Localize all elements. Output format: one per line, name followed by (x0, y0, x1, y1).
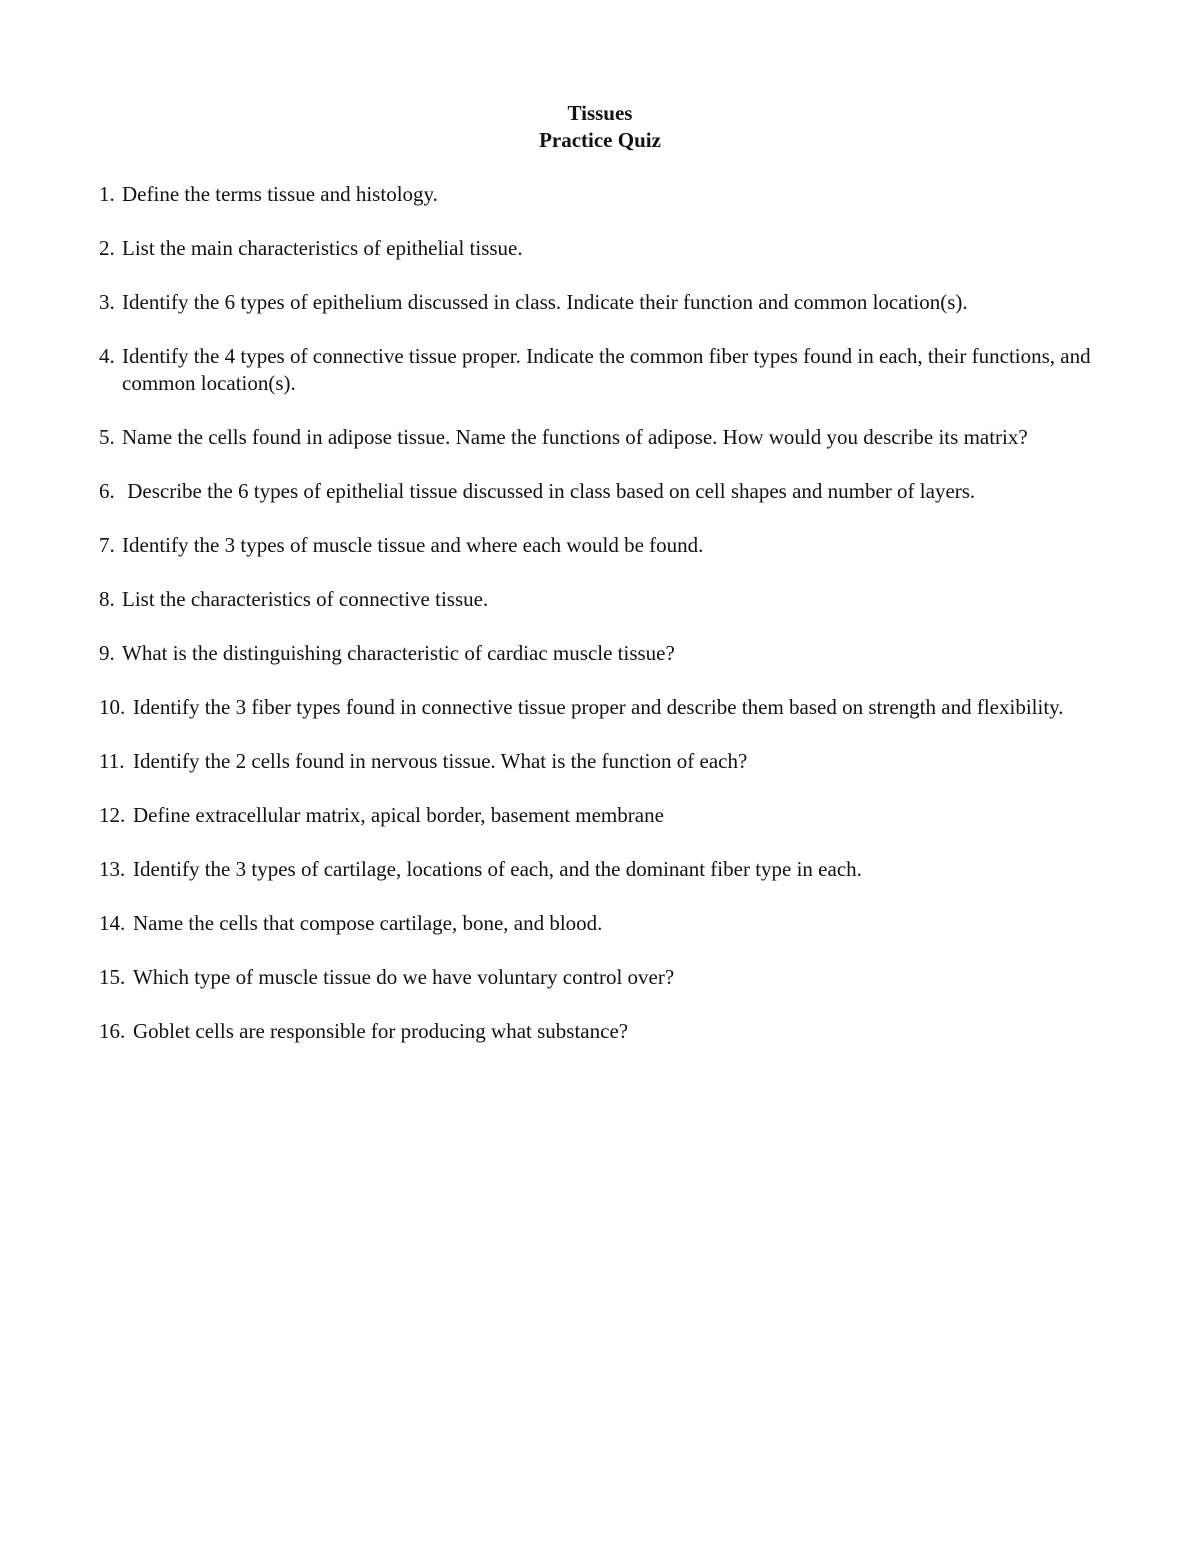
question-number: 2. (99, 236, 115, 260)
question-text: Name the cells that compose cartilage, bone, and blood. (133, 911, 603, 935)
question-number: 8. (99, 587, 115, 611)
question-item (99, 856, 1099, 883)
question-text: Which type of muscle tissue do we have voluntary control over? (133, 965, 675, 989)
question-number: 1. (99, 182, 115, 206)
question-item (99, 532, 1099, 559)
question-item (99, 235, 1099, 262)
question-number: 13. (99, 857, 126, 881)
question-list (99, 181, 1099, 1072)
question-item (99, 910, 1099, 937)
question-number: 9. (99, 641, 115, 665)
question-text: Identify the 2 cells found in nervous tissue. What is the function of each? (133, 749, 748, 773)
question-item (99, 343, 1099, 397)
question-number: 4. (99, 344, 115, 368)
question-number: 12. (99, 803, 126, 827)
question-item (99, 586, 1099, 613)
question-number: 16. (99, 1019, 126, 1043)
question-item (99, 1018, 1099, 1045)
question-text: What is the distinguishing characteristic of cardiac muscle tissue? (122, 641, 675, 665)
question-number: 15. (99, 965, 126, 989)
question-text: Name the cells found in adipose tissue. Name the functions of adipose. How would you describe its matrix? (122, 425, 1028, 449)
question-item (99, 181, 1099, 208)
question-item (99, 694, 1099, 721)
question-item (99, 478, 1099, 505)
question-text: Describe the 6 types of epithelial tissue discussed in class based on cell shapes and number of layers. (122, 479, 976, 503)
question-text: Define extracellular matrix, apical border, basement membrane (133, 803, 664, 827)
question-item (99, 802, 1099, 829)
question-item (99, 748, 1099, 775)
question-text: Identify the 6 types of epithelium discussed in class. Indicate their function and common location(s). (122, 290, 968, 314)
question-number: 11. (99, 749, 125, 773)
question-text: Identify the 3 types of muscle tissue and where each would be found. (122, 533, 704, 557)
question-number: 6. (99, 479, 115, 503)
question-text: Identify the 4 types of connective tissue proper. Indicate the common fiber types found in each, their functions, and common location(s). (122, 344, 1091, 395)
question-item (99, 289, 1099, 316)
question-number: 5. (99, 425, 115, 449)
question-text: Identify the 3 types of cartilage, locations of each, and the dominant fiber type in each. (133, 857, 862, 881)
question-text: List the characteristics of connective tissue. (122, 587, 489, 611)
question-number: 3. (99, 290, 115, 314)
question-number: 10. (99, 695, 126, 719)
question-number: 14. (99, 911, 126, 935)
question-item (99, 964, 1099, 991)
title-block (0, 100, 1200, 154)
document-title: Tissues (567, 101, 633, 125)
question-item (99, 640, 1099, 667)
question-text: Goblet cells are responsible for producing what substance? (133, 1019, 629, 1043)
question-text: List the main characteristics of epithelial tissue. (122, 236, 523, 260)
document-subtitle: Practice Quiz (539, 128, 661, 152)
question-item (99, 424, 1099, 451)
question-text: Define the terms tissue and histology. (122, 182, 438, 206)
question-text: Identify the 3 fiber types found in connective tissue proper and describe them based on strength and flexibility. (133, 695, 1064, 719)
question-number: 7. (99, 533, 115, 557)
